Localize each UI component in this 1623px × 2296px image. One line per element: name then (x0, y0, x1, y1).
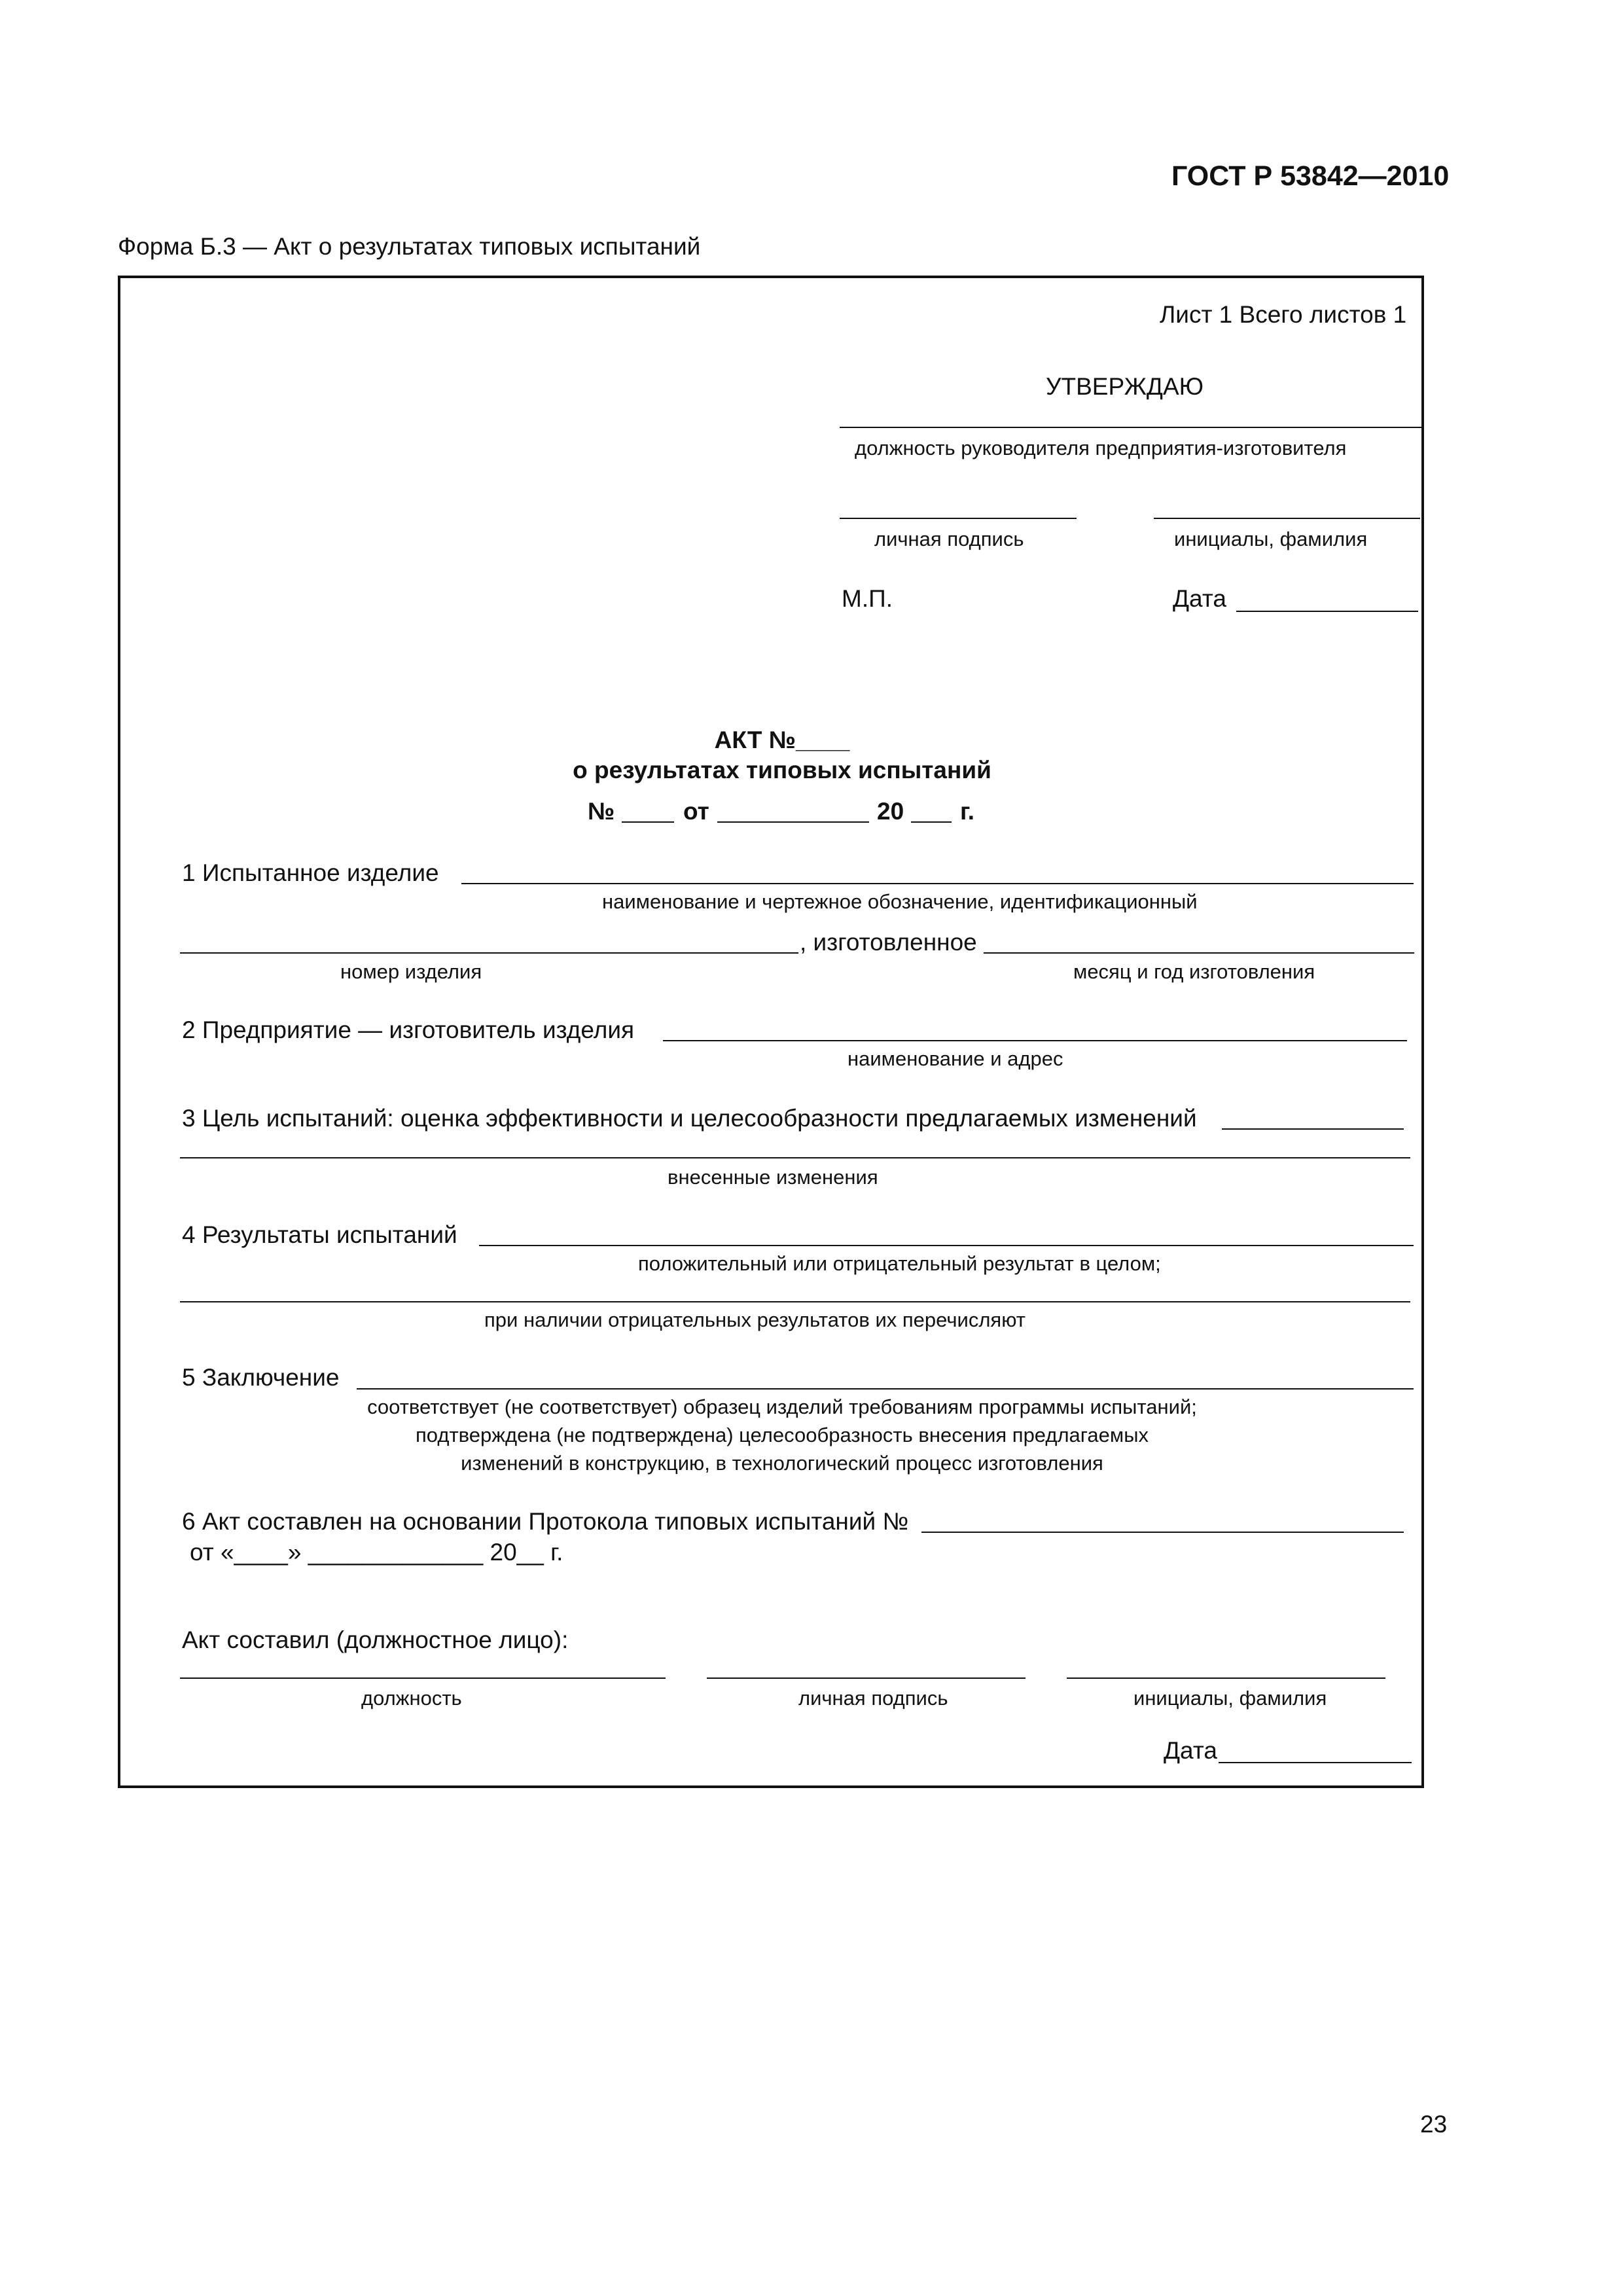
compiler-signature-caption: личная подпись (798, 1687, 948, 1710)
item1-number-caption: номер изделия (340, 960, 482, 983)
item1-month-line[interactable] (984, 952, 1414, 954)
item3-inline-line[interactable] (1222, 1128, 1404, 1130)
approver-name-line[interactable] (1154, 518, 1420, 519)
sheet-info: Лист 1 Всего листов 1 (1160, 301, 1407, 328)
compiler-name-caption: инициалы, фамилия (1133, 1687, 1327, 1710)
compiler-signature-line[interactable] (707, 1677, 1026, 1679)
item1-product-line[interactable] (461, 883, 1414, 884)
item6-label: 6 Акт составлен на основании Протокола типовых испытаний № (182, 1508, 909, 1535)
approver-position-caption: должность руководителя предприятия-изготовителя (855, 437, 1347, 459)
item5-label: 5 Заключение (182, 1364, 340, 1391)
approver-position-line[interactable] (840, 427, 1423, 428)
item6-date-line: от «____» _____________ 20__ г. (190, 1539, 563, 1566)
act-number-label: № (588, 798, 615, 825)
act-number-line[interactable] (622, 821, 674, 823)
item2-caption: наименование и адрес (847, 1047, 1063, 1070)
act-year-suffix: г. (960, 798, 974, 825)
act-from-label: от (683, 798, 709, 825)
item1-label: 1 Испытанное изделие (182, 859, 439, 886)
item1-made-label: , изготовленное (800, 929, 977, 956)
item1-month-caption: месяц и год изготовления (1073, 960, 1315, 983)
item1-caption: наименование и чертежное обозначение, идентификационный (602, 890, 1198, 913)
compiler-position-caption: должность (361, 1687, 462, 1710)
compiled-by-label: Акт составил (должностное лицо): (182, 1626, 569, 1653)
act-title: АКТ №____ (714, 726, 850, 753)
approver-signature-line[interactable] (840, 518, 1077, 519)
compiler-name-line[interactable] (1067, 1677, 1385, 1679)
approval-date-label: Дата (1173, 585, 1226, 612)
page-number: 23 (1420, 2111, 1448, 2138)
document-standard-number: ГОСТ Р 53842—2010 (1171, 160, 1450, 192)
approval-heading: УТВЕРЖДАЮ (1046, 373, 1204, 400)
item5-conclusion-line[interactable] (357, 1388, 1414, 1390)
seal-label: М.П. (842, 585, 893, 612)
compiler-position-line[interactable] (180, 1677, 666, 1679)
compiled-date-label: Дата (1164, 1737, 1217, 1764)
item4-label: 4 Результаты испытаний (182, 1221, 457, 1248)
compiled-date-line[interactable] (1219, 1762, 1412, 1763)
item4-details-line[interactable] (180, 1301, 1410, 1302)
item4-caption1: положительный или отрицательный результат в целом; (638, 1252, 1161, 1275)
item2-line[interactable] (663, 1040, 1407, 1041)
item1-number-line[interactable] (180, 952, 798, 954)
item4-caption2: при наличии отрицательных результатов их перечисляют (484, 1308, 1026, 1331)
item3-changes-line[interactable] (180, 1157, 1410, 1158)
item2-label: 2 Предприятие — изготовитель изделия (182, 1016, 635, 1043)
act-year-label: 20 (877, 798, 904, 825)
act-date-line[interactable] (717, 821, 869, 823)
item5-caption1: соответствует (не соответствует) образец изделий требованиям программы испытаний; (367, 1395, 1197, 1418)
approver-signature-caption: личная подпись (874, 528, 1024, 550)
item5-caption3: изменений в конструкцию, в технологический процесс изготовления (461, 1452, 1103, 1475)
item4-result-line[interactable] (479, 1245, 1414, 1246)
form-caption: Форма Б.3 — Акт о результатах типовых испытаний (118, 233, 701, 260)
item5-caption2: подтверждена (не подтверждена) целесообразность внесения предлагаемых (416, 1424, 1149, 1446)
item3-caption: внесенные изменения (668, 1166, 878, 1189)
approval-date-line[interactable] (1236, 611, 1418, 612)
act-year-line[interactable] (911, 821, 952, 823)
item3-label: 3 Цель испытаний: оценка эффективности и целесообразности предлагаемых изменений (182, 1105, 1197, 1132)
item6-protocol-line[interactable] (921, 1532, 1404, 1533)
act-subtitle: о результатах типовых испытаний (573, 757, 991, 783)
approver-name-caption: инициалы, фамилия (1174, 528, 1368, 550)
